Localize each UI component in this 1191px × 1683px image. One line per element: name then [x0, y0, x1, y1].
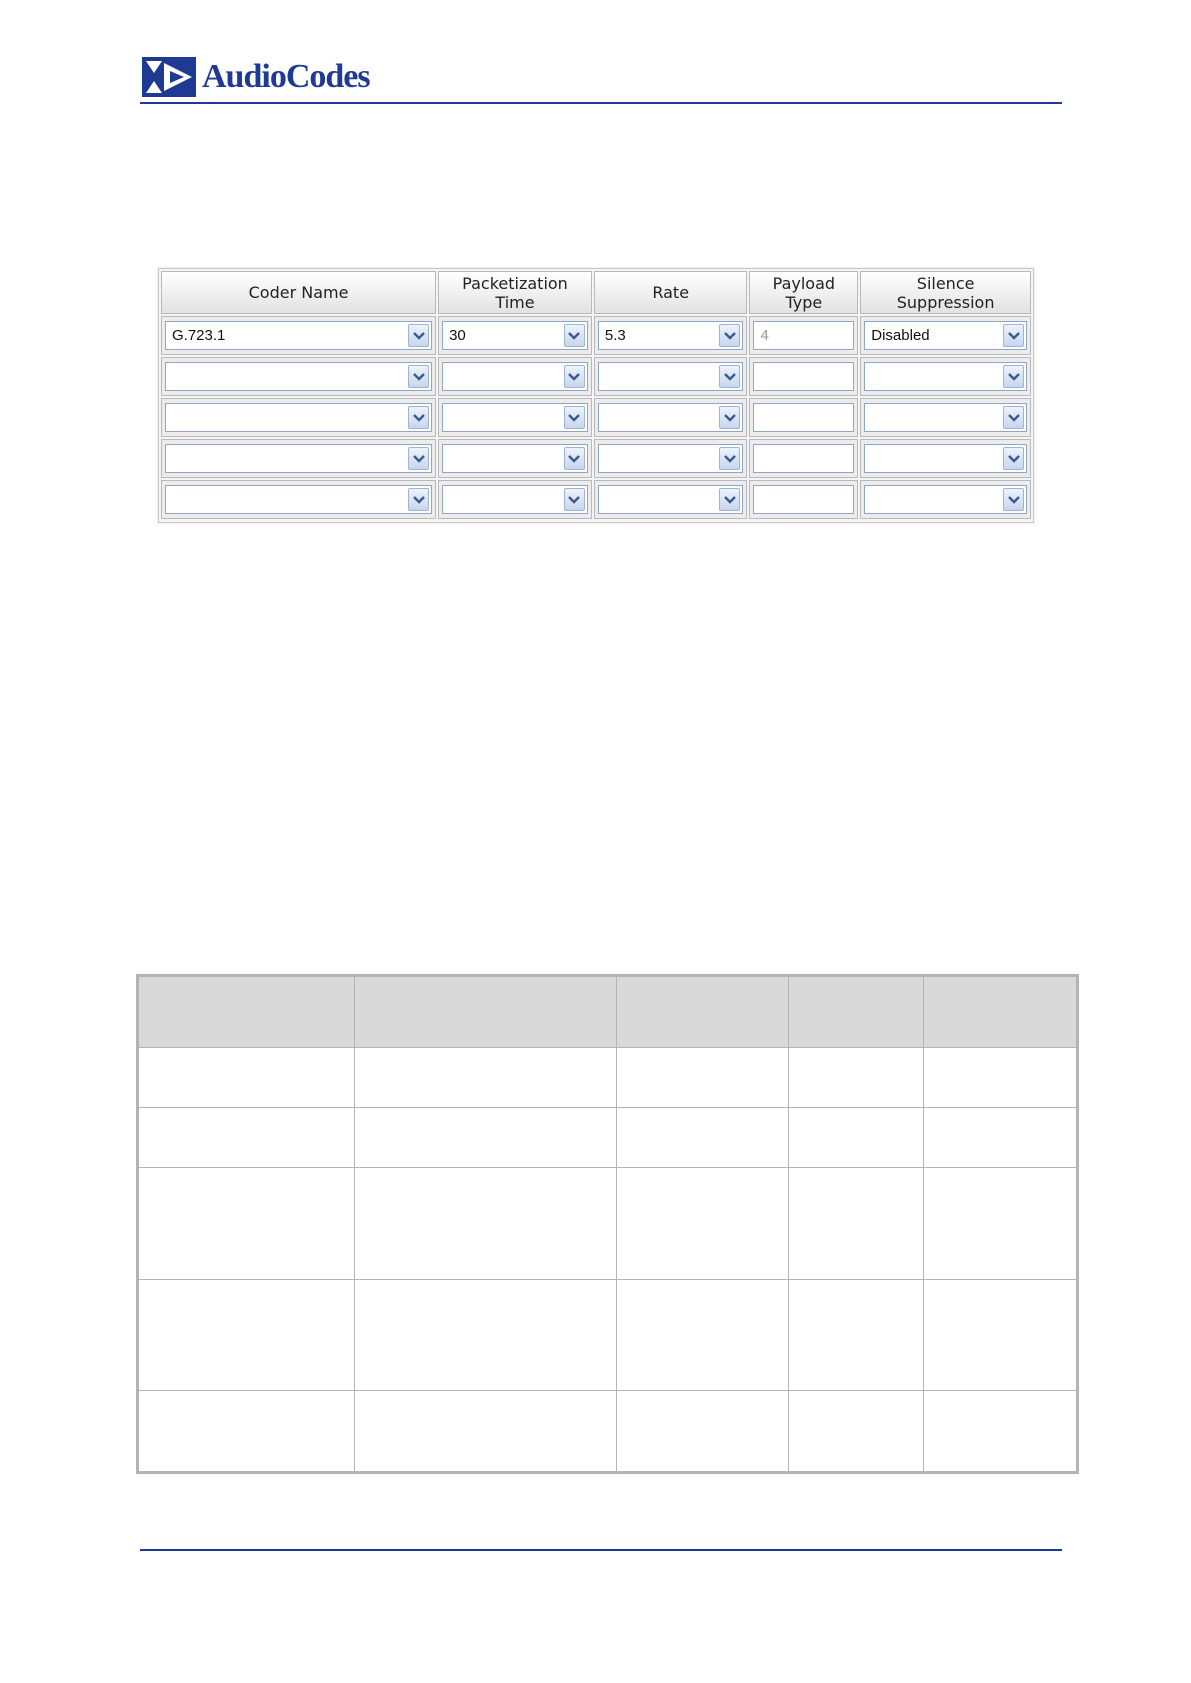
silence-suppression-select[interactable] [864, 321, 1027, 350]
payload-type-value: 4 [760, 327, 769, 344]
table-row [138, 1279, 1078, 1390]
chevron-down-icon[interactable] [408, 324, 429, 347]
coder-name-select[interactable] [165, 362, 432, 391]
packetization-time-cell [438, 357, 592, 396]
chevron-down-icon[interactable] [719, 488, 740, 511]
chevron-down-icon[interactable] [719, 324, 740, 347]
payload-type-input[interactable] [753, 321, 854, 350]
packetization-time-select[interactable] [442, 362, 588, 391]
payload-type-input[interactable] [753, 403, 854, 432]
table-cell [354, 1108, 616, 1168]
table-cell [616, 1108, 788, 1168]
col-header-coder-name: Coder Name [161, 271, 436, 314]
chevron-down-icon[interactable] [719, 365, 740, 388]
chevron-down-icon[interactable] [1003, 324, 1024, 347]
rate-select[interactable] [598, 485, 744, 514]
payload-type-cell [749, 357, 858, 396]
table-cell [923, 1168, 1077, 1279]
rate-cell [594, 357, 748, 396]
table-header-cell [788, 976, 923, 1048]
chevron-down-icon[interactable] [1003, 447, 1024, 470]
coder-row [161, 480, 1031, 519]
table-cell [788, 1048, 923, 1108]
col-header-silence-suppression [860, 271, 1031, 314]
rate-select[interactable] [598, 444, 744, 473]
table-cell [788, 1279, 923, 1390]
silence-suppression-value: Disabled [871, 327, 930, 344]
payload-type-cell [749, 316, 858, 355]
table-header-cell [354, 976, 616, 1048]
packetization-time-cell [438, 398, 592, 437]
table-header-row [138, 976, 1078, 1048]
coder-name-cell [161, 480, 436, 519]
rate-select[interactable] [598, 362, 744, 391]
coders-table-panel [158, 268, 1034, 523]
chevron-down-icon[interactable] [408, 447, 429, 470]
table-cell [138, 1279, 355, 1390]
chevron-down-icon[interactable] [408, 406, 429, 429]
audiocodes-logo [142, 56, 370, 98]
silence-suppression-select[interactable] [864, 485, 1027, 514]
table-row [138, 1108, 1078, 1168]
payload-type-input[interactable] [753, 444, 854, 473]
footer-rule [140, 1549, 1062, 1551]
packetization-time-cell [438, 316, 592, 355]
coder-name-cell [161, 439, 436, 478]
packetization-time-cell [438, 439, 592, 478]
coder-name-select[interactable] [165, 403, 432, 432]
packetization-time-value: 30 [449, 327, 466, 344]
payload-type-cell [749, 439, 858, 478]
packetization-time-select[interactable] [442, 403, 588, 432]
chevron-down-icon[interactable] [564, 324, 585, 347]
packetization-time-select[interactable] [442, 485, 588, 514]
silence-suppression-cell [860, 398, 1031, 437]
table-cell [788, 1390, 923, 1472]
chevron-down-icon[interactable] [408, 488, 429, 511]
table-cell [616, 1279, 788, 1390]
table-cell [354, 1168, 616, 1279]
payload-type-input[interactable] [753, 362, 854, 391]
silence-suppression-cell [860, 480, 1031, 519]
coder-name-cell [161, 316, 436, 355]
table-cell [138, 1390, 355, 1472]
chevron-down-icon[interactable] [564, 447, 585, 470]
rate-cell [594, 439, 748, 478]
header-rule [140, 102, 1062, 104]
table-cell [616, 1168, 788, 1279]
rate-select[interactable] [598, 403, 744, 432]
rate-cell [594, 316, 748, 355]
col-header-payload-type [749, 271, 858, 314]
table-header-cell [616, 976, 788, 1048]
table-cell [354, 1048, 616, 1108]
rate-cell [594, 398, 748, 437]
coder-name-select[interactable] [165, 485, 432, 514]
chevron-down-icon[interactable] [1003, 488, 1024, 511]
table-row [138, 1390, 1078, 1472]
col-header-packetization-time [438, 271, 592, 314]
audiocodes-logo-icon [142, 57, 196, 97]
packetization-time-select[interactable] [442, 444, 588, 473]
parameters-table [136, 974, 1079, 1474]
table-cell [616, 1048, 788, 1108]
table-row [138, 1168, 1078, 1279]
coder-name-select[interactable] [165, 444, 432, 473]
coder-row [161, 316, 1031, 355]
coder-name-cell [161, 357, 436, 396]
packetization-time-select[interactable] [442, 321, 588, 350]
silence-suppression-cell [860, 439, 1031, 478]
table-header-cell [923, 976, 1077, 1048]
table-cell [138, 1108, 355, 1168]
table-cell [788, 1168, 923, 1279]
table-row [138, 1048, 1078, 1108]
table-cell [923, 1279, 1077, 1390]
chevron-down-icon[interactable] [564, 488, 585, 511]
table-cell [788, 1108, 923, 1168]
payload-type-cell [749, 480, 858, 519]
chevron-down-icon[interactable] [408, 365, 429, 388]
chevron-down-icon[interactable] [719, 406, 740, 429]
chevron-down-icon[interactable] [564, 365, 585, 388]
silence-suppression-select[interactable] [864, 403, 1027, 432]
coder-name-cell [161, 398, 436, 437]
table-cell [138, 1168, 355, 1279]
col-header-packetization-time-label: Packetization Time [462, 273, 568, 312]
table-cell [138, 1048, 355, 1108]
rate-cell [594, 480, 748, 519]
table-cell [923, 1108, 1077, 1168]
silence-suppression-select[interactable] [864, 444, 1027, 473]
rate-select[interactable] [598, 321, 744, 350]
chevron-down-icon[interactable] [719, 447, 740, 470]
chevron-down-icon[interactable] [1003, 365, 1024, 388]
coder-row [161, 357, 1031, 396]
chevron-down-icon[interactable] [564, 406, 585, 429]
col-header-rate: Rate [594, 271, 748, 314]
coder-row [161, 398, 1031, 437]
payload-type-input[interactable] [753, 485, 854, 514]
coder-name-value: G.723.1 [172, 327, 226, 344]
table-header-cell [138, 976, 355, 1048]
silence-suppression-cell [860, 357, 1031, 396]
silence-suppression-cell [860, 316, 1031, 355]
coder-name-select[interactable] [165, 321, 432, 350]
col-header-payload-type-label: Payload Type [772, 273, 836, 312]
table-cell [923, 1048, 1077, 1108]
coder-row [161, 439, 1031, 478]
rate-value: 5.3 [604, 327, 626, 344]
col-header-silence-suppression-label: Silence Suppression [896, 273, 995, 312]
table-cell [354, 1390, 616, 1472]
table-cell [354, 1279, 616, 1390]
logo-wordmark: AudioCodes [202, 58, 370, 95]
table-cell [616, 1390, 788, 1472]
packetization-time-cell [438, 480, 592, 519]
chevron-down-icon[interactable] [1003, 406, 1024, 429]
table-cell [923, 1390, 1077, 1472]
payload-type-cell [749, 398, 858, 437]
silence-suppression-select[interactable] [864, 362, 1027, 391]
